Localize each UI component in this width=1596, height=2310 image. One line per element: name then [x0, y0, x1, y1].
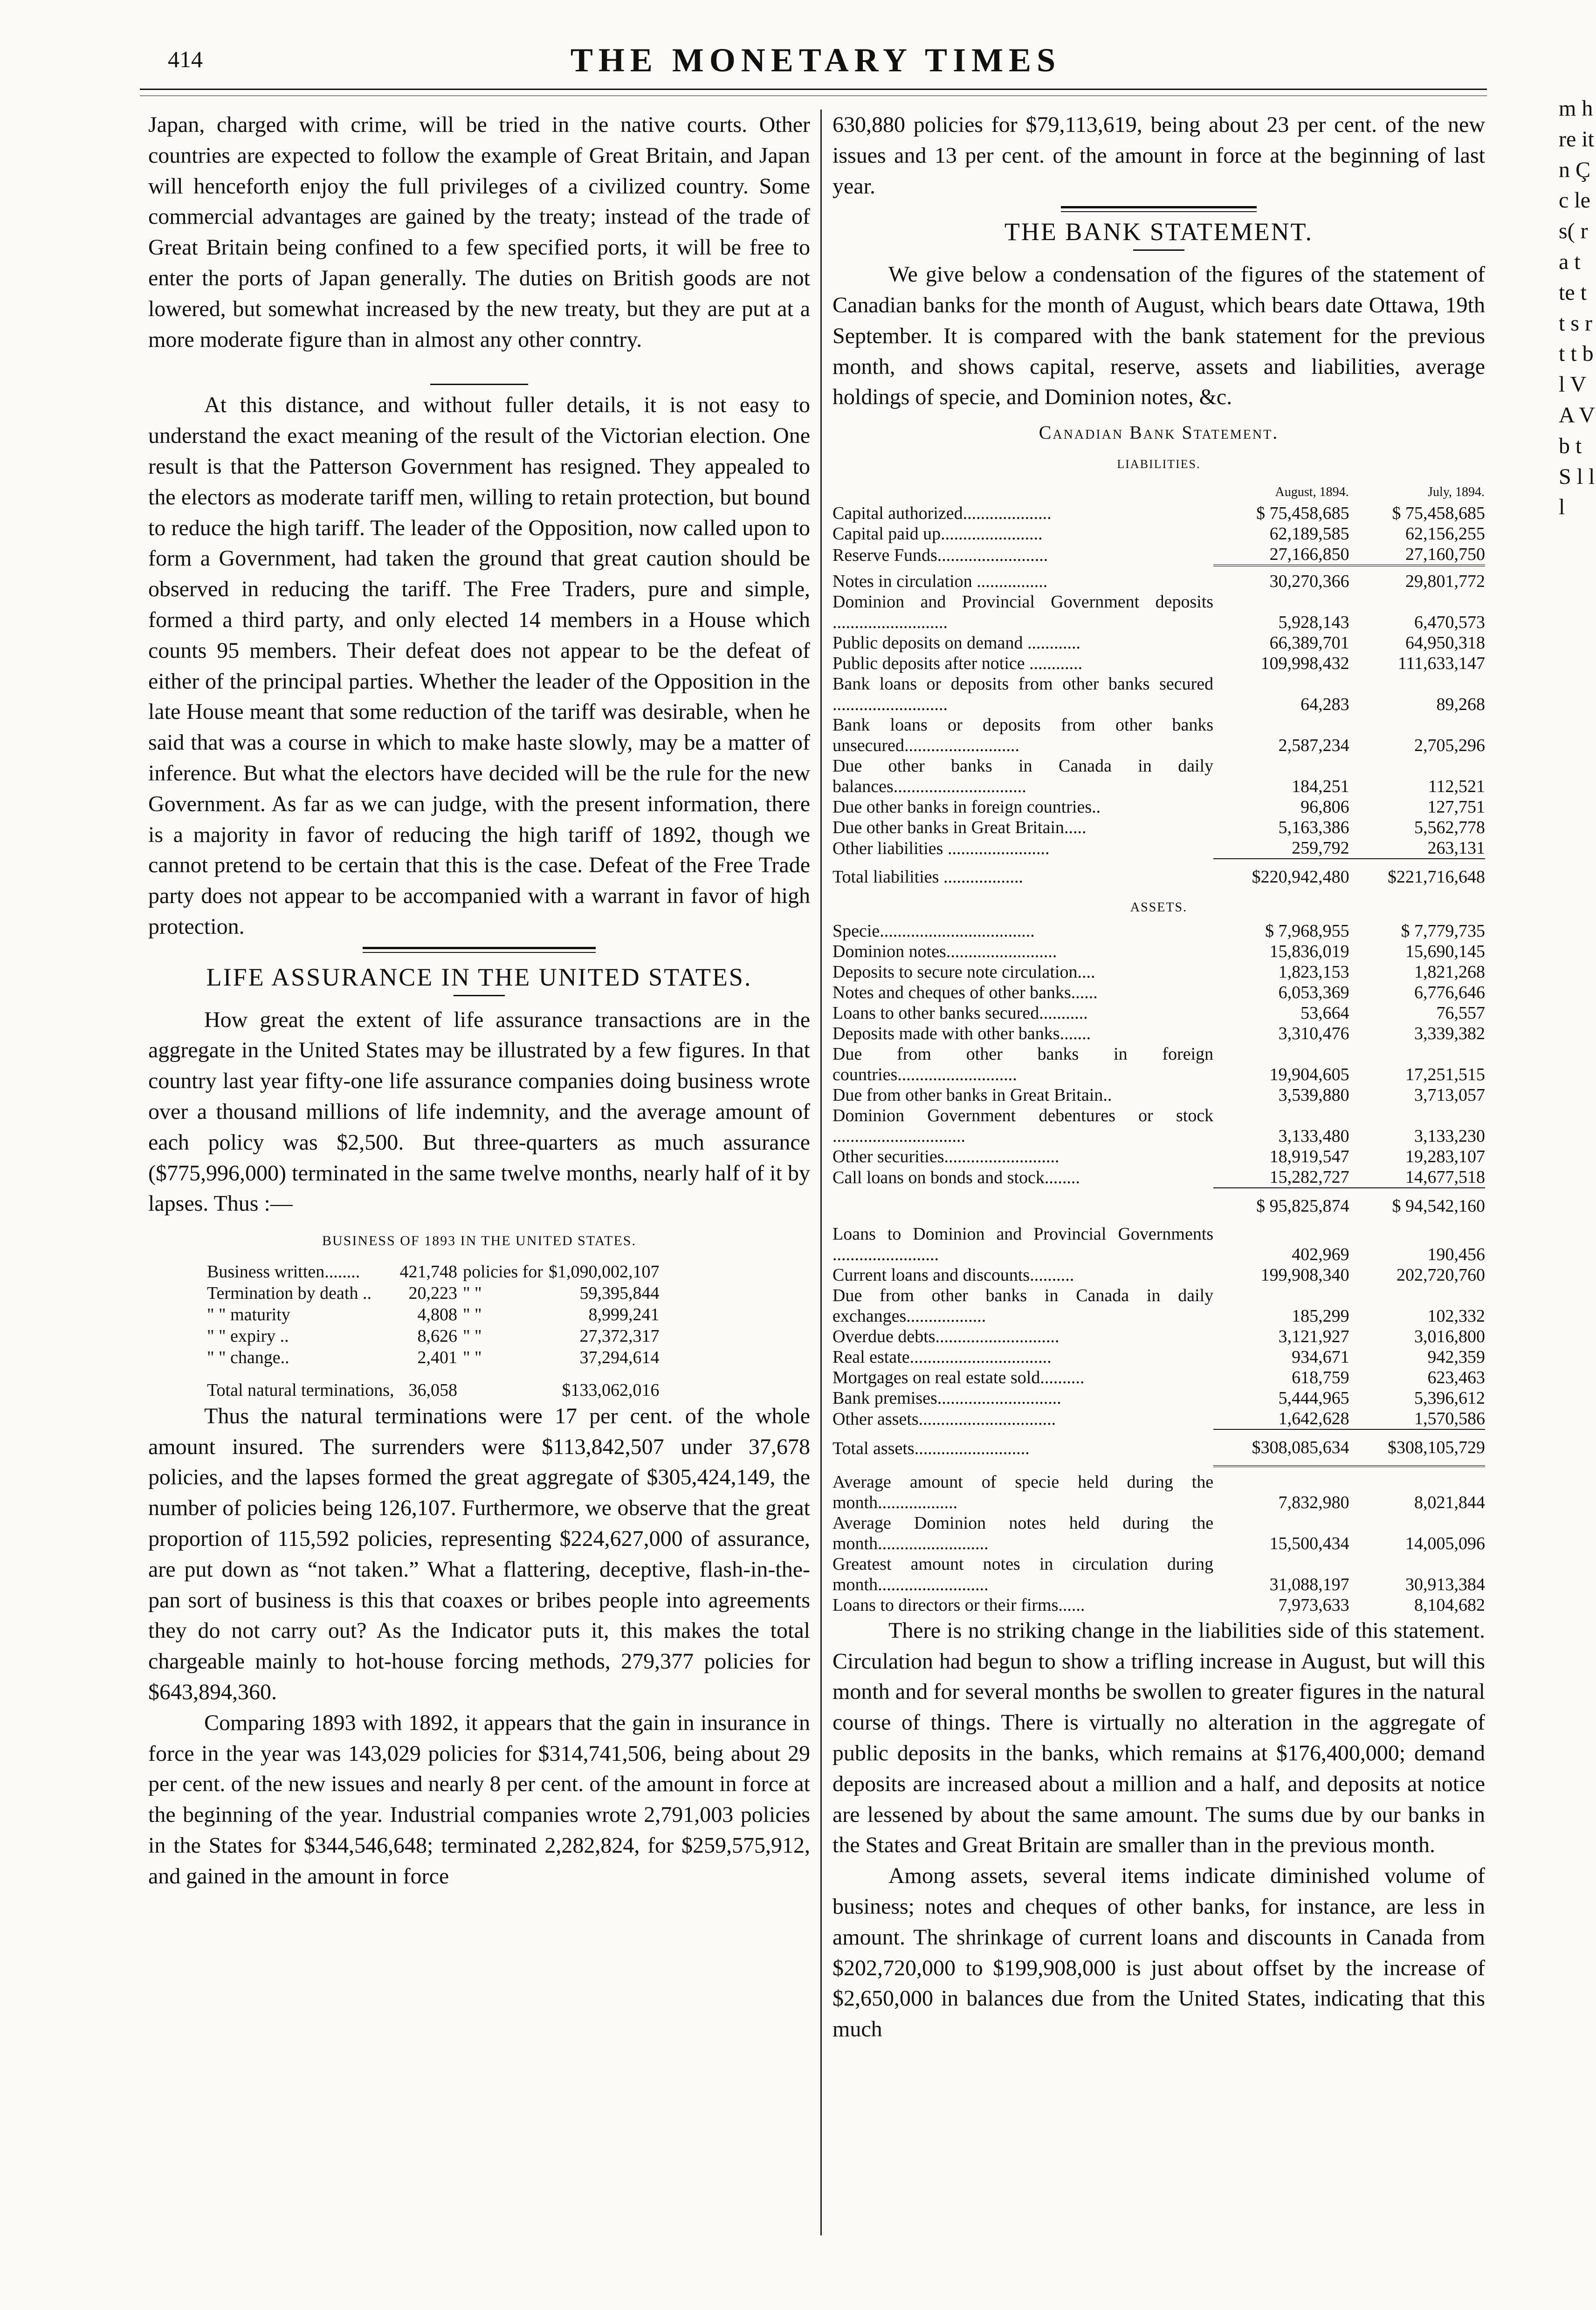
- bank-intro-paragraph: We give below a condensation of the figures of the statement of Canadian banks for the month of August, which bears date Ottawa, 19th September. It is compared with the bank statement for the previous month, and shows capital, reserve, assets and liabilities, average holdings of specie, and Dominion notes, &c.: [832, 262, 1485, 410]
- bank-row: [832, 1472, 1485, 1513]
- bank-value-july: 102,332: [1427, 1306, 1485, 1326]
- victorian-paragraph: At this distance, and without fuller details, it is not easy to understand the exact meaning of the result of the Victorian election. One result is that the Patterson Government has resigned. They appealed to the electors as moderate tariff men, willing to retain protection, but bound to reduce the high tariff. The leader of the Opposition, now called upon to form a Government, had taken the ground that great caution should be observed in reducing the tariff. The Free Traders, pure and simple, formed a third party, and only elected 14 members in a House which counts 95 members. Their defeat does not appear to be the defeat of either of the principal parties. Whether the leader of the Opposition in the late House meant that some reduction of the tariff was desirable, when he said that was a course in which to make haste slowly, may be a matter of inference. But what the electors have decided will be the rule for the new Government. As far as we can judge, with the present information, there is a majority in favor of reducing the high tariff of 1892, though we cannot pretend to be certain that this is the case. Defeat of the Free Trade party does not appear to be accompanied with a warrant in favor of high protection.: [148, 393, 810, 939]
- bank-value-july: 2,705,296: [1414, 735, 1485, 755]
- bank-spacer: [832, 1466, 1485, 1472]
- bank-row: [832, 1023, 1485, 1044]
- business-row: [204, 1304, 662, 1325]
- bank-row-label: Public deposits on demand ............: [832, 633, 1080, 653]
- bank-value-august: 66,389,701: [1269, 633, 1349, 653]
- business-cell: " ": [463, 1326, 482, 1346]
- bank-row-label: Real estate................................: [832, 1347, 1052, 1367]
- bank-row-label: [832, 1188, 1213, 1224]
- bank-value-august: $308,085,634: [1213, 1429, 1349, 1466]
- bank-row-label: Bank premises............................: [832, 1388, 1061, 1408]
- business-cell: Business written........: [207, 1262, 360, 1282]
- bank-row: [832, 715, 1485, 756]
- liabilities-commentary: There is no striking change in the liabilities side of this statement. Circulation had begun to show a trifling increase in August, but will this month and for several months be swollen to greater figures in the natural course of things. There is virtually no alteration in the aggregate of public deposits in the banks, which remains at $176,400,000; demand deposits are increased about a million and a half, and deposits at notice are lessened by about the same amount. The sums due by our banks in the States and Great Britain are smaller than in the previous month.: [832, 1618, 1485, 1858]
- bank-row: [832, 1265, 1485, 1285]
- bank-row: [832, 817, 1485, 838]
- bank-row: [832, 1388, 1485, 1408]
- bank-row: [832, 982, 1485, 1003]
- bank-row: [832, 838, 1485, 859]
- assets-commentary: Among assets, several items indicate diminished volume of business; notes and cheques of other banks, for instance, are less in amount. The shrinkage of current loans and discounts in Canada from $202,720,000 to $199,908,000 is just about offset by the increase of $2,650,000 in balances due from the United States, indicating that this much: [832, 1863, 1485, 2042]
- japan-paragraph: Japan, charged with crime, will be tried in the native courts. Other countries are expected to follow the example of Great Britain, and Japan will henceforth enjoy the full privileges of a civilized country. Some commercial advantages are gained by the treaty; instead of the trade of Great Britain being confined to a few specified ports, it will be free to enter the ports of Japan generally. The duties on British goods are not lowered, but somewhat increased by the new treaty, but they are put at a more moderate figure than in almost any other conntry.: [148, 112, 810, 352]
- bank-value-july: 89,268: [1436, 694, 1485, 714]
- bank-value-july: 17,251,515: [1405, 1064, 1485, 1084]
- bank-row: [832, 1105, 1485, 1146]
- bank-value-august: 31,088,197: [1269, 1574, 1349, 1594]
- bank-value-august: 3,539,880: [1278, 1085, 1349, 1105]
- bank-row-label: Bank loans or deposits from other banks secured ..........................: [832, 674, 1214, 714]
- bank-row: [832, 941, 1485, 962]
- bank-value-august: 3,133,480: [1278, 1126, 1349, 1146]
- bank-value-august: 1,642,628: [1278, 1408, 1349, 1428]
- bank-row-label: Notes and cheques of other banks......: [832, 982, 1098, 1002]
- business-cell: 59,395,844: [579, 1283, 660, 1303]
- bank-value-july: 190,456: [1427, 1244, 1485, 1264]
- bank-row: [832, 1224, 1485, 1265]
- bank-value-july: 29,801,772: [1405, 571, 1485, 591]
- bank-value-august: 402,969: [1292, 1244, 1349, 1264]
- assets-label-cell: ASSETS.: [1130, 900, 1188, 915]
- bank-row-label: Average Dominion notes held during the month.........................: [832, 1513, 1214, 1553]
- bank-value-july: 3,713,057: [1414, 1085, 1485, 1105]
- adjacent-page-edge: m h re it n Ç c le s( r a t te t t s r t t b l V A V b t S l l l: [1559, 96, 1595, 520]
- bank-value-august: 109,998,432: [1260, 653, 1349, 673]
- page-header: [140, 41, 1492, 92]
- bank-value-august: 15,836,019: [1269, 941, 1349, 961]
- bank-value-august: 185,299: [1292, 1306, 1349, 1326]
- bank-row-label: Reserve Funds.........................: [832, 545, 1048, 565]
- bank-row-label: Public deposits after notice ............: [832, 653, 1083, 673]
- bank-row: [832, 592, 1485, 633]
- bank-value-august: 259,792: [1292, 838, 1349, 858]
- section-rule: [430, 384, 528, 385]
- bank-row-label: Dominion Government debentures or stock ..............................: [832, 1105, 1214, 1146]
- bank-value-july: $ 7,779,735: [1401, 921, 1485, 941]
- bank-value-july: 19,283,107: [1405, 1146, 1485, 1166]
- right-column: [832, 110, 1485, 2045]
- bank-row: [832, 503, 1485, 524]
- life-assurance-intro: How great the extent of life assurance transactions are in the aggregate in the United States may be illustrated by a few figures. In that country last year fifty-one life assurance companies doing business wrote over a thousand millions of life indemnity, and the average amount of each policy was $2,500. But three-quarters as much assurance ($775,996,000) terminated in the same twelve months, nearly half of it by lapses. Thus :—: [148, 1007, 810, 1216]
- bank-row: [832, 544, 1485, 565]
- bank-value-july: 3,133,230: [1414, 1126, 1485, 1146]
- comparison-paragraph: Comparing 1893 with 1892, it appears that the gain in insurance in force in the year was 143,029 policies for $314,741,506, being about 29 per cent. of the new issues and nearly 8 per cent. of the amount in force at the beginning of the year. Industrial companies wrote 2,791,003 policies in the States for $344,546,648; terminated 2,282,824, for $259,575,912, and gained in the amount in force: [148, 1710, 810, 1889]
- bank-value-august: 3,310,476: [1278, 1023, 1349, 1043]
- bank-value-august: 15,282,727: [1269, 1167, 1349, 1187]
- bank-value-july: 3,339,382: [1414, 1023, 1485, 1043]
- bank-row-label: Dominion and Provincial Government deposits ..........................: [832, 592, 1214, 632]
- business-cell: 421,748: [399, 1262, 458, 1282]
- bank-row: [832, 1326, 1485, 1347]
- bank-header-blank: [832, 482, 1213, 503]
- bank-value-august: 7,832,980: [1278, 1492, 1349, 1512]
- bank-value-july: 8,021,844: [1414, 1492, 1485, 1512]
- bank-value-august: 18,919,547: [1269, 1146, 1349, 1166]
- business-table-title: BUSINESS OF 1893 IN THE UNITED STATES.: [322, 1233, 636, 1249]
- bank-row: [832, 524, 1485, 544]
- business-cell: 8,626: [417, 1326, 458, 1346]
- life-assurance-heading: LIFE ASSURANCE IN THE UNITED STATES.: [206, 963, 752, 991]
- bank-value-july: 263,131: [1427, 838, 1485, 858]
- bank-row: [832, 653, 1485, 674]
- header-rule: [140, 89, 1487, 90]
- double-rule: [363, 947, 596, 949]
- bank-value-august: 934,671: [1292, 1347, 1349, 1367]
- business-cell: 4,808: [417, 1304, 458, 1324]
- bank-value-august: 62,189,585: [1269, 524, 1349, 544]
- bank-row: [832, 1595, 1485, 1615]
- business-cell: " " maturity: [207, 1304, 290, 1324]
- bank-value-july: 6,470,573: [1414, 612, 1485, 632]
- business-row: [204, 1368, 662, 1401]
- bank-spacer: [832, 565, 1485, 571]
- bank-row-label: Due from other banks in foreign countries...........................: [832, 1044, 1214, 1084]
- left-column: [148, 110, 810, 1892]
- bank-value-august: $ 95,825,874: [1213, 1188, 1349, 1224]
- continued-paragraph: 630,880 policies for $79,113,619, being about 23 per cent. of the new issues and 13 per cent. of the amount in force at the beginning of last year.: [832, 112, 1485, 199]
- business-cell: 8,999,241: [588, 1304, 660, 1324]
- bank-row: [832, 1347, 1485, 1367]
- bank-row-label: Total assets..........................: [832, 1438, 1030, 1458]
- bank-row: [832, 797, 1485, 817]
- column-august: August, 1894.: [1275, 484, 1349, 499]
- bank-value-august: 27,166,850: [1213, 544, 1349, 565]
- bank-value-july: $ 94,542,160: [1349, 1188, 1485, 1224]
- bank-row: [832, 1188, 1485, 1224]
- bank-row-label: Due other banks in Canada in daily balances..............................: [832, 756, 1214, 796]
- bank-value-july: $ 75,458,685: [1392, 503, 1485, 523]
- bank-value-august: 1,823,153: [1278, 962, 1349, 982]
- bank-row-label: Average amount of specie held during the month..................: [832, 1472, 1214, 1512]
- business-cell: Total natural terminations,: [207, 1380, 394, 1400]
- business-cell: [460, 1368, 546, 1401]
- business-cell: 36,058: [408, 1380, 458, 1400]
- bank-row-label: Mortgages on real estate sold..........: [832, 1367, 1085, 1387]
- bank-value-august: 2,587,234: [1278, 735, 1349, 755]
- bank-row-label: Call loans on bonds and stock........: [832, 1167, 1080, 1187]
- bank-row-label: Overdue debts............................: [832, 1326, 1059, 1346]
- bank-row: [832, 1167, 1485, 1188]
- masthead: THE MONETARY TIMES: [570, 41, 1061, 79]
- business-cell: policies for: [463, 1262, 543, 1282]
- bank-row-label: Other assets...............................: [832, 1409, 1056, 1429]
- bank-row-label: Loans to directors or their firms......: [832, 1595, 1085, 1615]
- terminations-paragraph: Thus the natural terminations were 17 per cent. of the whole amount insured. The surrenders were $113,842,507 under 37,678 policies, and the lapses formed the great aggregate of $305,424,149, the number of policies being 126,107. Furthermore, we observe that the great proportion of 115,592 policies, representing $224,627,000 of assurance, are put down as “not taken.” What a flattering, deceptive, flash-in-the-pan sort of business is this that coaxes or bribes people into agreements they do not carry out? As the Indicator puts it, this makes the total chargeable mainly to hot-house forcing methods, 279,377 policies for $643,894,360.: [148, 1403, 810, 1705]
- bank-value-july: 27,160,750: [1349, 544, 1485, 565]
- business-table: [204, 1261, 662, 1401]
- bank-header-row: [832, 482, 1485, 503]
- bank-value-august: 7,973,633: [1278, 1595, 1349, 1615]
- bank-row-label: Loans to Dominion and Provincial Governments ........................: [832, 1224, 1214, 1264]
- bank-row-label: Other securities..........................: [832, 1146, 1059, 1166]
- bank-value-july: 5,396,612: [1414, 1388, 1485, 1408]
- business-cell: 27,372,317: [579, 1326, 660, 1346]
- bank-value-august: 199,908,340: [1260, 1265, 1349, 1285]
- bank-value-july: 62,156,255: [1405, 524, 1485, 544]
- bank-row-label: Deposits made with other banks.......: [832, 1023, 1091, 1043]
- bank-row-label: Notes in circulation ................: [832, 571, 1048, 591]
- bank-statement-heading: THE BANK STATEMENT.: [1004, 218, 1314, 246]
- liabilities-label: LIABILITIES.: [1117, 457, 1201, 471]
- assets-label: [832, 895, 1485, 921]
- column-divider: [820, 110, 822, 2235]
- business-row: [204, 1261, 662, 1283]
- bank-row: [832, 859, 1485, 895]
- bank-value-august: 19,904,605: [1269, 1064, 1349, 1084]
- business-cell: 37,294,614: [579, 1347, 660, 1367]
- bank-value-july: 202,720,760: [1396, 1265, 1485, 1285]
- business-cell: Termination by death ..: [207, 1283, 371, 1303]
- business-cell: " ": [463, 1347, 482, 1367]
- bank-row: [832, 1285, 1485, 1326]
- bank-value-august: 5,163,386: [1278, 817, 1349, 837]
- bank-row-label: Capital paid up.......................: [832, 524, 1043, 544]
- business-cell: $133,062,016: [562, 1380, 660, 1400]
- bank-value-july: $308,105,729: [1349, 1429, 1485, 1466]
- bank-row: [832, 571, 1485, 592]
- bank-value-july: 112,521: [1428, 776, 1485, 796]
- bank-row-label: Current loans and discounts..........: [832, 1265, 1074, 1285]
- bank-value-july: 111,633,147: [1397, 653, 1485, 673]
- bank-row: [832, 962, 1485, 982]
- bank-statement-table: [832, 482, 1485, 1615]
- bank-row: [832, 1044, 1485, 1085]
- business-row: [204, 1347, 662, 1368]
- bank-row: [832, 1554, 1485, 1595]
- bank-row: [832, 1429, 1485, 1466]
- bank-value-july: 15,690,145: [1405, 941, 1485, 961]
- bank-value-august: 64,283: [1300, 694, 1349, 714]
- bank-value-august: $220,942,480: [1213, 859, 1349, 895]
- bank-row-label: Due other banks in foreign countries..: [832, 797, 1101, 817]
- bank-value-august: 184,251: [1292, 776, 1349, 796]
- bank-value-july: 623,463: [1427, 1367, 1485, 1387]
- bank-row: [832, 921, 1485, 941]
- bank-row: [832, 756, 1485, 797]
- bank-row: [832, 1513, 1485, 1554]
- bank-row-label: Greatest amount notes in circulation during month.........................: [832, 1554, 1214, 1594]
- bank-value-july: 14,677,518: [1405, 1167, 1485, 1187]
- bank-value-july: 1,570,586: [1414, 1408, 1485, 1428]
- bank-value-august: 5,444,965: [1278, 1388, 1349, 1408]
- bank-value-august: 30,270,366: [1269, 571, 1349, 591]
- bank-row: [832, 674, 1485, 715]
- bank-row-label: Due from other banks in Great Britain..: [832, 1085, 1112, 1105]
- bank-value-august: 618,759: [1292, 1367, 1349, 1387]
- bank-row-label: Dominion notes.........................: [832, 941, 1057, 961]
- bank-row-label: Due from other banks in Canada in daily exchanges..................: [832, 1285, 1214, 1326]
- bank-value-july: 6,776,646: [1414, 982, 1485, 1002]
- business-cell: " " change..: [207, 1347, 289, 1367]
- bank-value-july: 1,821,268: [1414, 962, 1485, 982]
- business-row: [204, 1325, 662, 1347]
- bank-value-july: 942,359: [1427, 1347, 1485, 1367]
- bank-row: [832, 633, 1485, 653]
- business-cell: $1,090,002,107: [549, 1262, 660, 1282]
- bank-row: [832, 1408, 1485, 1429]
- bank-value-july: 5,562,778: [1414, 817, 1485, 837]
- bank-value-august: $ 75,458,685: [1256, 503, 1349, 523]
- column-july: July, 1894.: [1428, 484, 1485, 499]
- bank-row-label: Total liabilities ..................: [832, 867, 1023, 887]
- bank-row-label: Bank loans or deposits from other banks unsecured..........................: [832, 715, 1214, 755]
- bank-value-august: 6,053,369: [1278, 982, 1349, 1002]
- spacer-cell: [832, 1466, 1213, 1472]
- bank-row-label: Deposits to secure note circulation....: [832, 962, 1095, 982]
- bank-value-august: 5,928,143: [1278, 612, 1349, 632]
- bank-value-july: 127,751: [1427, 797, 1485, 817]
- bank-row-label: Specie...................................: [832, 921, 1035, 941]
- bank-value-august: 3,121,927: [1278, 1326, 1349, 1346]
- business-cell: " " expiry ..: [207, 1326, 289, 1346]
- bank-value-july: 14,005,096: [1405, 1533, 1485, 1553]
- bank-value-july: 76,557: [1436, 1003, 1485, 1023]
- bank-value-august: 15,500,434: [1269, 1533, 1349, 1553]
- bank-value-july: 64,950,318: [1405, 633, 1485, 653]
- bank-row: [832, 1367, 1485, 1388]
- bank-table-title: Canadian Bank Statement.: [1039, 422, 1279, 443]
- bank-value-july: 8,104,682: [1414, 1595, 1485, 1615]
- business-cell: " ": [463, 1304, 482, 1324]
- bank-row: [832, 1146, 1485, 1167]
- bank-value-august: $ 7,968,955: [1265, 921, 1349, 941]
- business-cell: 20,223: [408, 1283, 458, 1303]
- bank-row-label: Due other banks in Great Britain.....: [832, 817, 1087, 837]
- bank-row: [832, 1003, 1485, 1023]
- business-row: [204, 1283, 662, 1304]
- business-cell: 2,401: [417, 1347, 458, 1367]
- bank-row-label: Capital authorized....................: [832, 503, 1052, 523]
- spacer-cell: [832, 565, 1213, 571]
- bank-value-august: 96,806: [1300, 797, 1349, 817]
- bank-row: [832, 1085, 1485, 1105]
- business-cell: " ": [463, 1283, 482, 1303]
- bank-value-july: $221,716,648: [1349, 859, 1485, 895]
- bank-value-july: 3,016,800: [1414, 1326, 1485, 1346]
- bank-row-label: Other liabilities .......................: [832, 838, 1050, 858]
- page-number: 414: [168, 46, 203, 72]
- bank-value-august: 53,664: [1300, 1003, 1349, 1023]
- bank-value-july: 30,913,384: [1405, 1574, 1485, 1594]
- bank-row-label: Loans to other banks secured...........: [832, 1003, 1088, 1023]
